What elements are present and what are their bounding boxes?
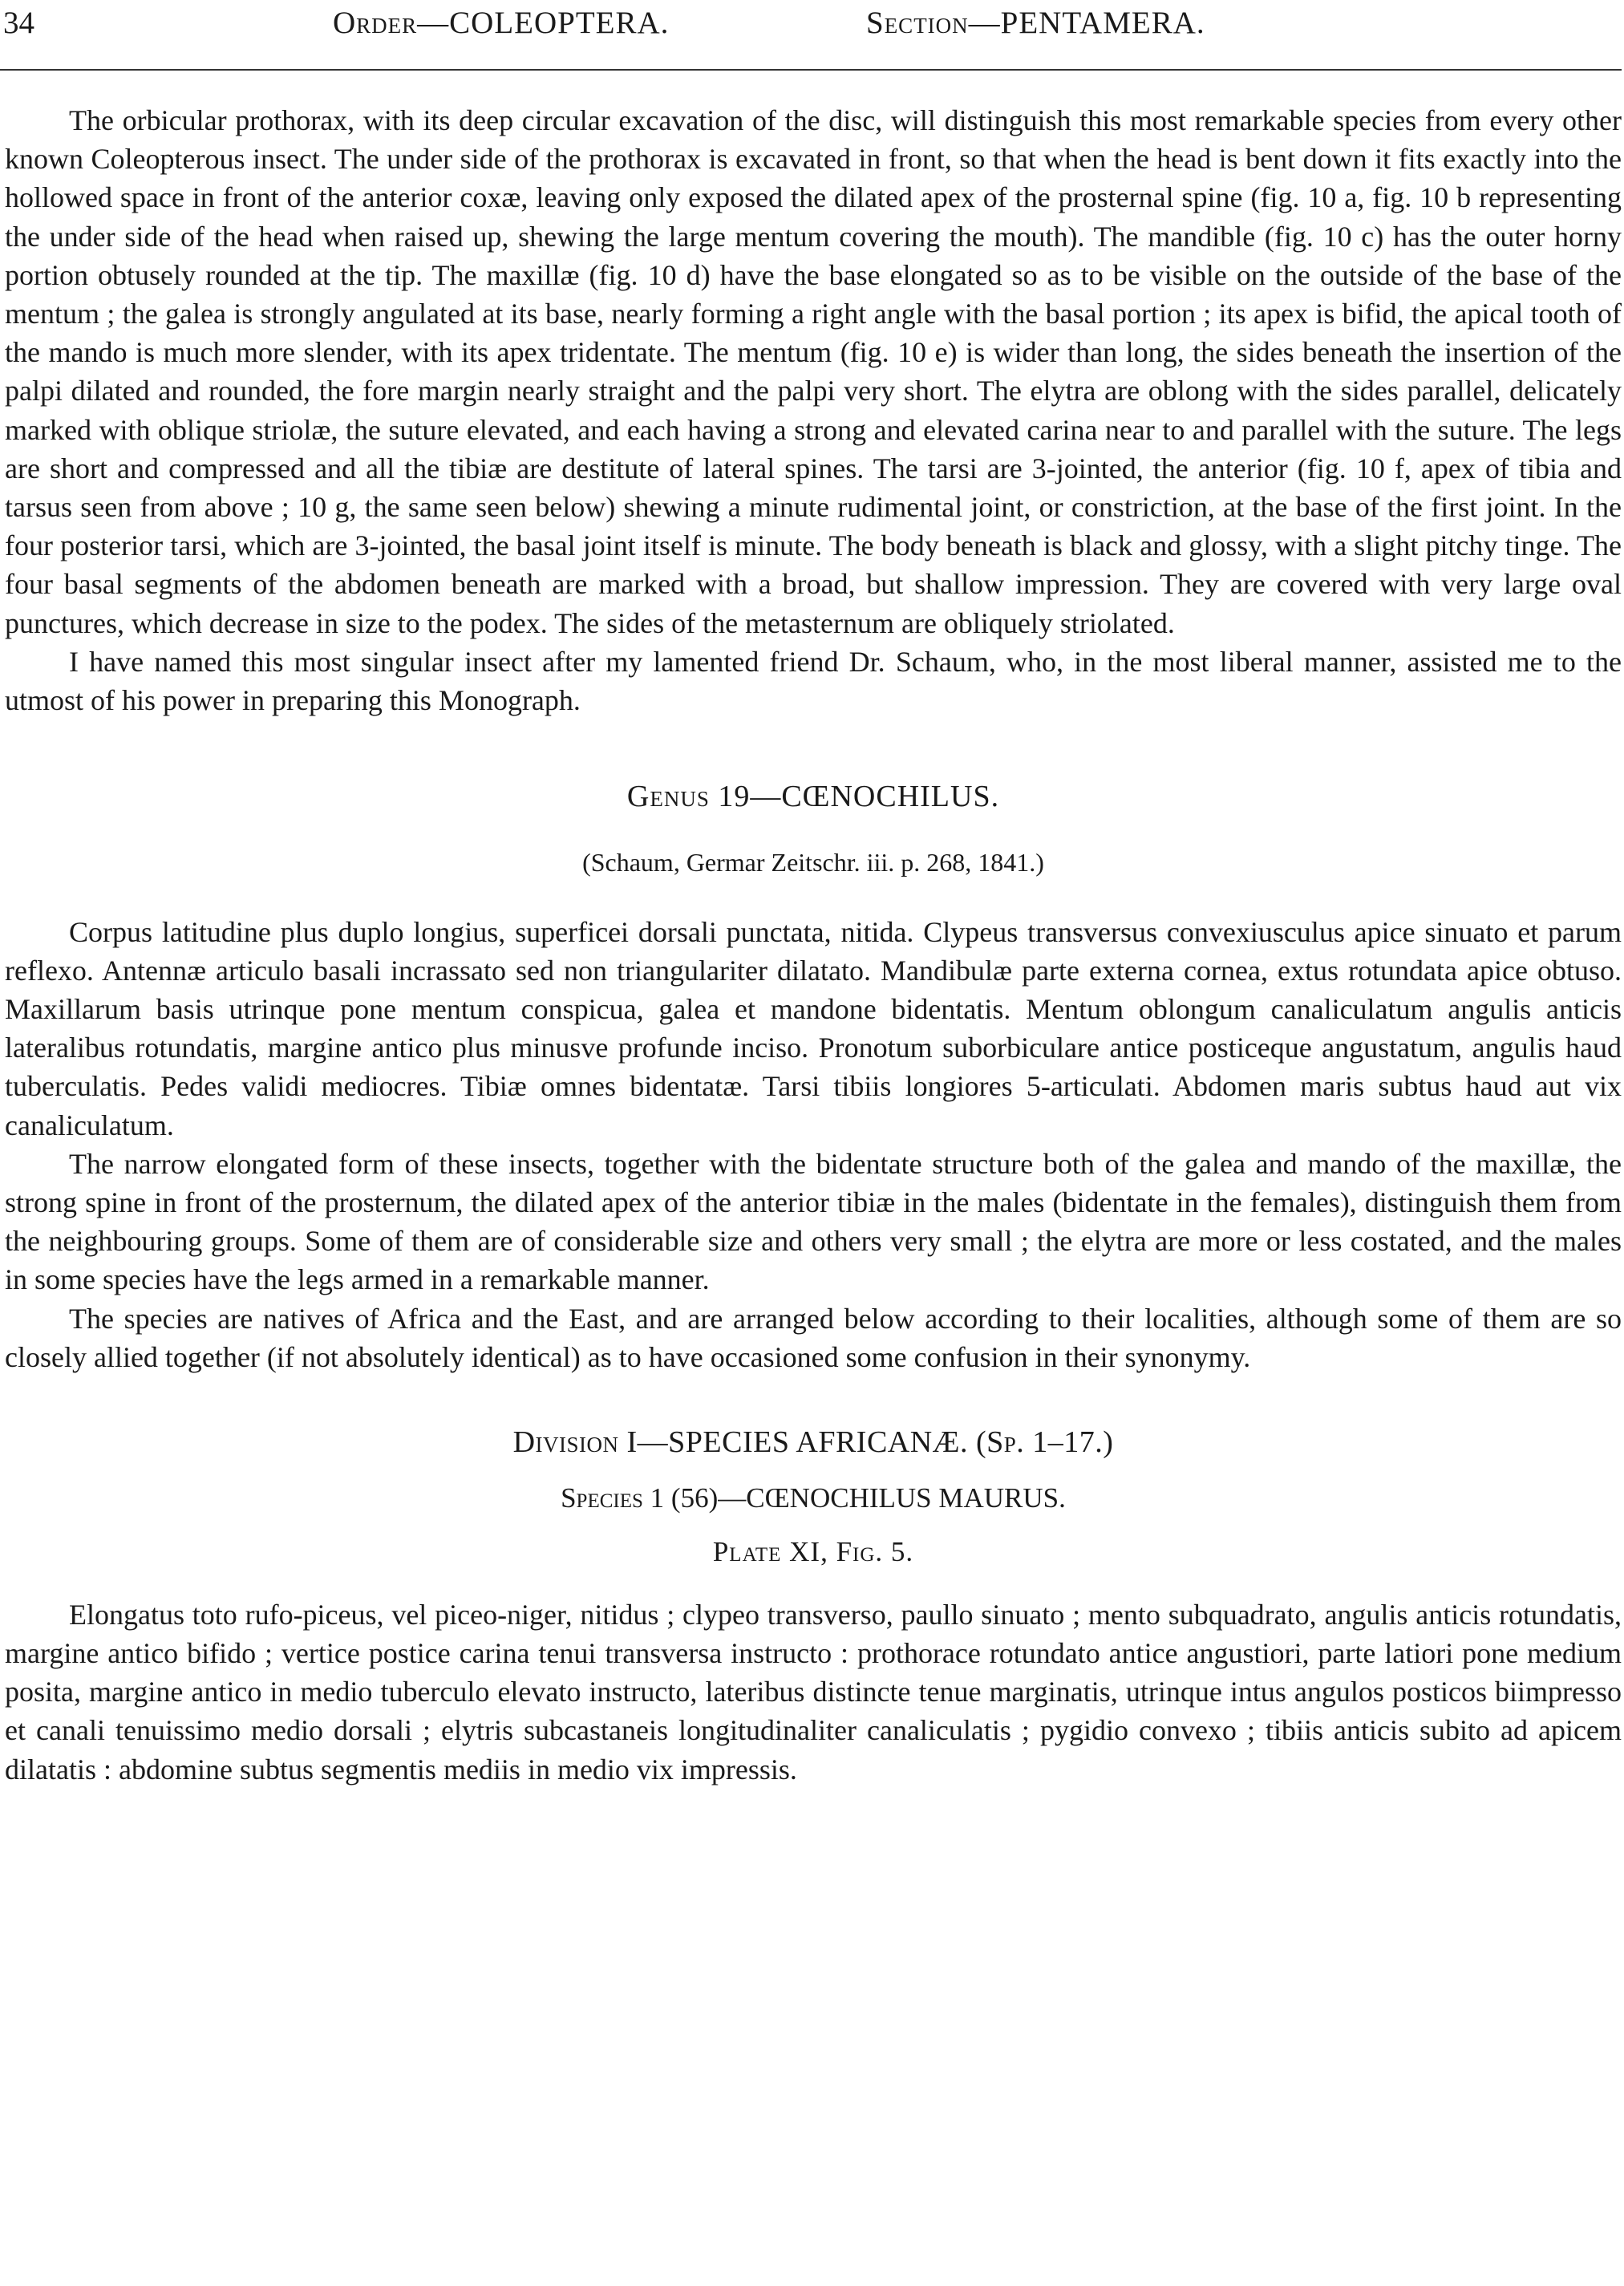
division-heading: Division I—SPECIES AFRICANÆ. (Sp. 1–17.) xyxy=(512,1425,1114,1460)
genus-english-description: The narrow elongated form of these insects, together with the bidentate structure both of the galea and mando of the maxillæ, the strong spine in front of the prosternum, the dilated apex of the anterior tibiæ in the males (bidentate in the females), distinguish them from the neighbouring groups. Some of them are of considerable size and others very small ; the elytra are more or less costated, and the males in some species have the legs armed in a remarkable manner. xyxy=(5,1147,1622,1296)
plate-reference: Plate XI, Fig. 5. xyxy=(712,1535,914,1567)
header-rule xyxy=(0,69,1622,71)
header-order: Order—COLEOPTERA. xyxy=(333,6,670,40)
running-header xyxy=(0,0,1624,64)
species-latin-description: Elongatus toto rufo-piceus, vel piceo-niger, nitidus ; clypeo transverso, paullo sinuato ; mento subquadrato, angulis anticis rotundatis, margine antico bifido ; vertice postice carina tenui transversa instructo : prothorace rotundato antice angustiori, parte latiori pone medium posita, margine antico in medio tuberculo elevato instructo, lateribus distincte tenue marginatis, utrinque intus angulos posticos biimpresso et canali tenuissimo medio dorsali ; elytris subcastaneis longitudinaliter canaliculatis ; pygidio convexo ; tibiis anticis subito ad apicem dilatatis : abdomine subtus segmentis mediis in medio vix impressis. xyxy=(5,1598,1622,1785)
header-section: Section—PENTAMERA. xyxy=(866,6,1205,40)
genus-citation: (Schaum, Germar Zeitschr. iii. p. 268, 1841.) xyxy=(582,848,1044,878)
genus-distribution-note: The species are natives of Africa and the East, and are arranged below according to their localities, although some of them are so closely allied together (if not absolutely identical) as to have occasioned some confusion in their synonymy. xyxy=(5,1302,1622,1373)
species-heading: Species 1 (56)—CŒNOCHILUS MAURUS. xyxy=(561,1482,1066,1514)
paragraph-schaumi-description: The orbicular prothorax, with its deep circular excavation of the disc, will distinguish this most remarkable species from every other known Coleopterous insect. The under side of the prothorax is excavated in front, so that when the head is bent down it fits exactly into the hollowed space in front of the anterior coxæ, leaving only exposed the dilated apex of the prosternal spine (fig. 10 a, fig. 10 b representing the under side of the head when raised up, shewing the large mentum covering the mouth). The mandible (fig. 10 c) has the outer horny portion obtusely rounded at the tip. The maxillæ (fig. 10 d) have the base elongated so as to be visible on the outside of the base of the mentum ; the galea is strongly angulated at its base, nearly forming a right angle with the basal portion ; its apex is bifid, the apical tooth of the mando is much more slender, with its apex tridentate. The mentum (fig. 10 e) is wider than long, the sides beneath the insertion of the palpi dilated and rounded, the fore margin nearly straight and the palpi very short. The elytra are oblong with the sides parallel, delicately marked with oblique striolæ, the suture elevated, and each having a strong and elevated carina near to and parallel with the suture. The legs are short and compressed and all the tibiæ are destitute of lateral spines. The tarsi are 3-jointed, the anterior (fig. 10 f, apex of tibia and tarsus seen from above ; 10 g, the same seen below) shewing a minute rudimental joint, or constriction, at the base of the first joint. In the four posterior tarsi, which are 3-jointed, the basal joint itself is minute. The body beneath is black and glossy, with a slight pitchy tinge. The four basal segments of the abdomen beneath are marked with a broad, but shallow impression. They are covered with very large oval punctures, which decrease in size to the podex. The sides of the metasternum are obliquely striolated. xyxy=(5,104,1622,639)
genus-heading: Genus 19—CŒNOCHILUS. xyxy=(626,780,1000,814)
paragraph-schaumi-dedication: I have named this most singular insect after my lamented friend Dr. Schaum, who, in the most liberal manner, assisted me to the utmost of his power in preparing this Monograph. xyxy=(5,645,1622,717)
page-number: 34 xyxy=(3,6,34,40)
page-body xyxy=(5,101,1622,1789)
genus-latin-diagnosis: Corpus latitudine plus duplo longius, superficei dorsali punctata, nitida. Clypeus transversus convexiusculus apice sinuato et parum reflexo. Antennæ articulo basali incrassato sed non triangulariter dilatato. Mandibulæ parte externa cornea, extus rotundata apice obtuso. Maxillarum basis utrinque pone mentum conspicua, galea et mandone bidentatis. Mentum oblongum canaliculatum angulis anticis lateralibus rotundatis, margine antico plus minusve profunde inciso. Pronotum suborbiculare antice posticeque angustatum, angulis haud tuberculatis. Pedes validi mediocres. Tibiæ omnes bidentatæ. Tarsi tibiis longiores 5-articulati. Abdomen maris subtus haud aut vix canaliculatum. xyxy=(5,915,1622,1141)
